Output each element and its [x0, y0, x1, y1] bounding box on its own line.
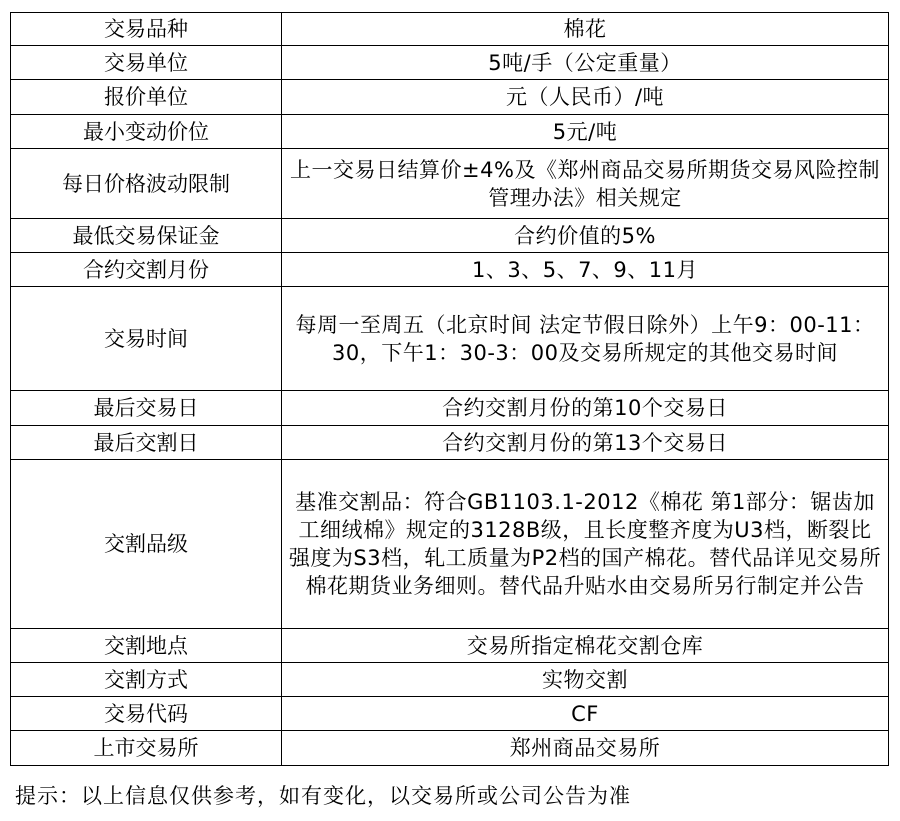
row-value: 实物交割	[282, 663, 889, 697]
table-row	[11, 219, 889, 253]
table-row	[11, 731, 889, 766]
row-value: 每周一至周五（北京时间 法定节假日除外）上午9：00-11：30，下午1：30-3：00及交易所规定的其他交易时间	[282, 287, 889, 391]
row-value: 棉花	[282, 13, 889, 46]
row-value: 合约交割月份的第10个交易日	[282, 391, 889, 426]
row-label: 交易单位	[11, 46, 282, 80]
row-label: 最小变动价位	[11, 115, 282, 149]
table-row	[11, 253, 889, 287]
row-label: 最低交易保证金	[11, 219, 282, 253]
table-row	[11, 13, 889, 46]
row-value: 合约交割月份的第13个交易日	[282, 426, 889, 460]
row-value: 基准交割品：符合GB1103.1-2012《棉花 第1部分：锯齿加工细绒棉》规定的3128B级，且长度整齐度为U3档，断裂比强度为S3档，轧工质量为P2档的国产棉花。替代品详见交易所棉花期货业务细则。替代品升贴水由交易所另行制定并公告	[282, 460, 889, 629]
row-value: CF	[282, 697, 889, 731]
contract-spec-table	[10, 12, 889, 766]
row-value: 上一交易日结算价±4%及《郑州商品交易所期货交易风险控制管理办法》相关规定	[282, 149, 889, 219]
row-label: 交割方式	[11, 663, 282, 697]
table-row	[11, 391, 889, 426]
table-row	[11, 426, 889, 460]
table-row	[11, 115, 889, 149]
row-value: 郑州商品交易所	[282, 731, 889, 766]
row-value: 元（人民币）/吨	[282, 80, 889, 115]
table-row	[11, 46, 889, 80]
row-value: 5元/吨	[282, 115, 889, 149]
row-label: 最后交易日	[11, 391, 282, 426]
row-value: 1、3、5、7、9、11月	[282, 253, 889, 287]
row-label: 报价单位	[11, 80, 282, 115]
row-label: 每日价格波动限制	[11, 149, 282, 219]
row-label: 交易时间	[11, 287, 282, 391]
row-value: 合约价值的5%	[282, 219, 889, 253]
table-row	[11, 697, 889, 731]
table-row	[11, 460, 889, 629]
table-row	[11, 663, 889, 697]
table-row	[11, 80, 889, 115]
row-label: 最后交割日	[11, 426, 282, 460]
row-label: 交割地点	[11, 629, 282, 663]
row-value: 5吨/手（公定重量）	[282, 46, 889, 80]
disclaimer-note: 提示：以上信息仅供参考，如有变化，以交易所或公司公告为准	[15, 784, 631, 808]
row-label: 上市交易所	[11, 731, 282, 766]
row-label: 交易代码	[11, 697, 282, 731]
table-row	[11, 149, 889, 219]
row-value: 交易所指定棉花交割仓库	[282, 629, 889, 663]
row-label: 交割品级	[11, 460, 282, 629]
table-row	[11, 629, 889, 663]
row-label: 交易品种	[11, 13, 282, 46]
row-label: 合约交割月份	[11, 253, 282, 287]
table-row	[11, 287, 889, 391]
